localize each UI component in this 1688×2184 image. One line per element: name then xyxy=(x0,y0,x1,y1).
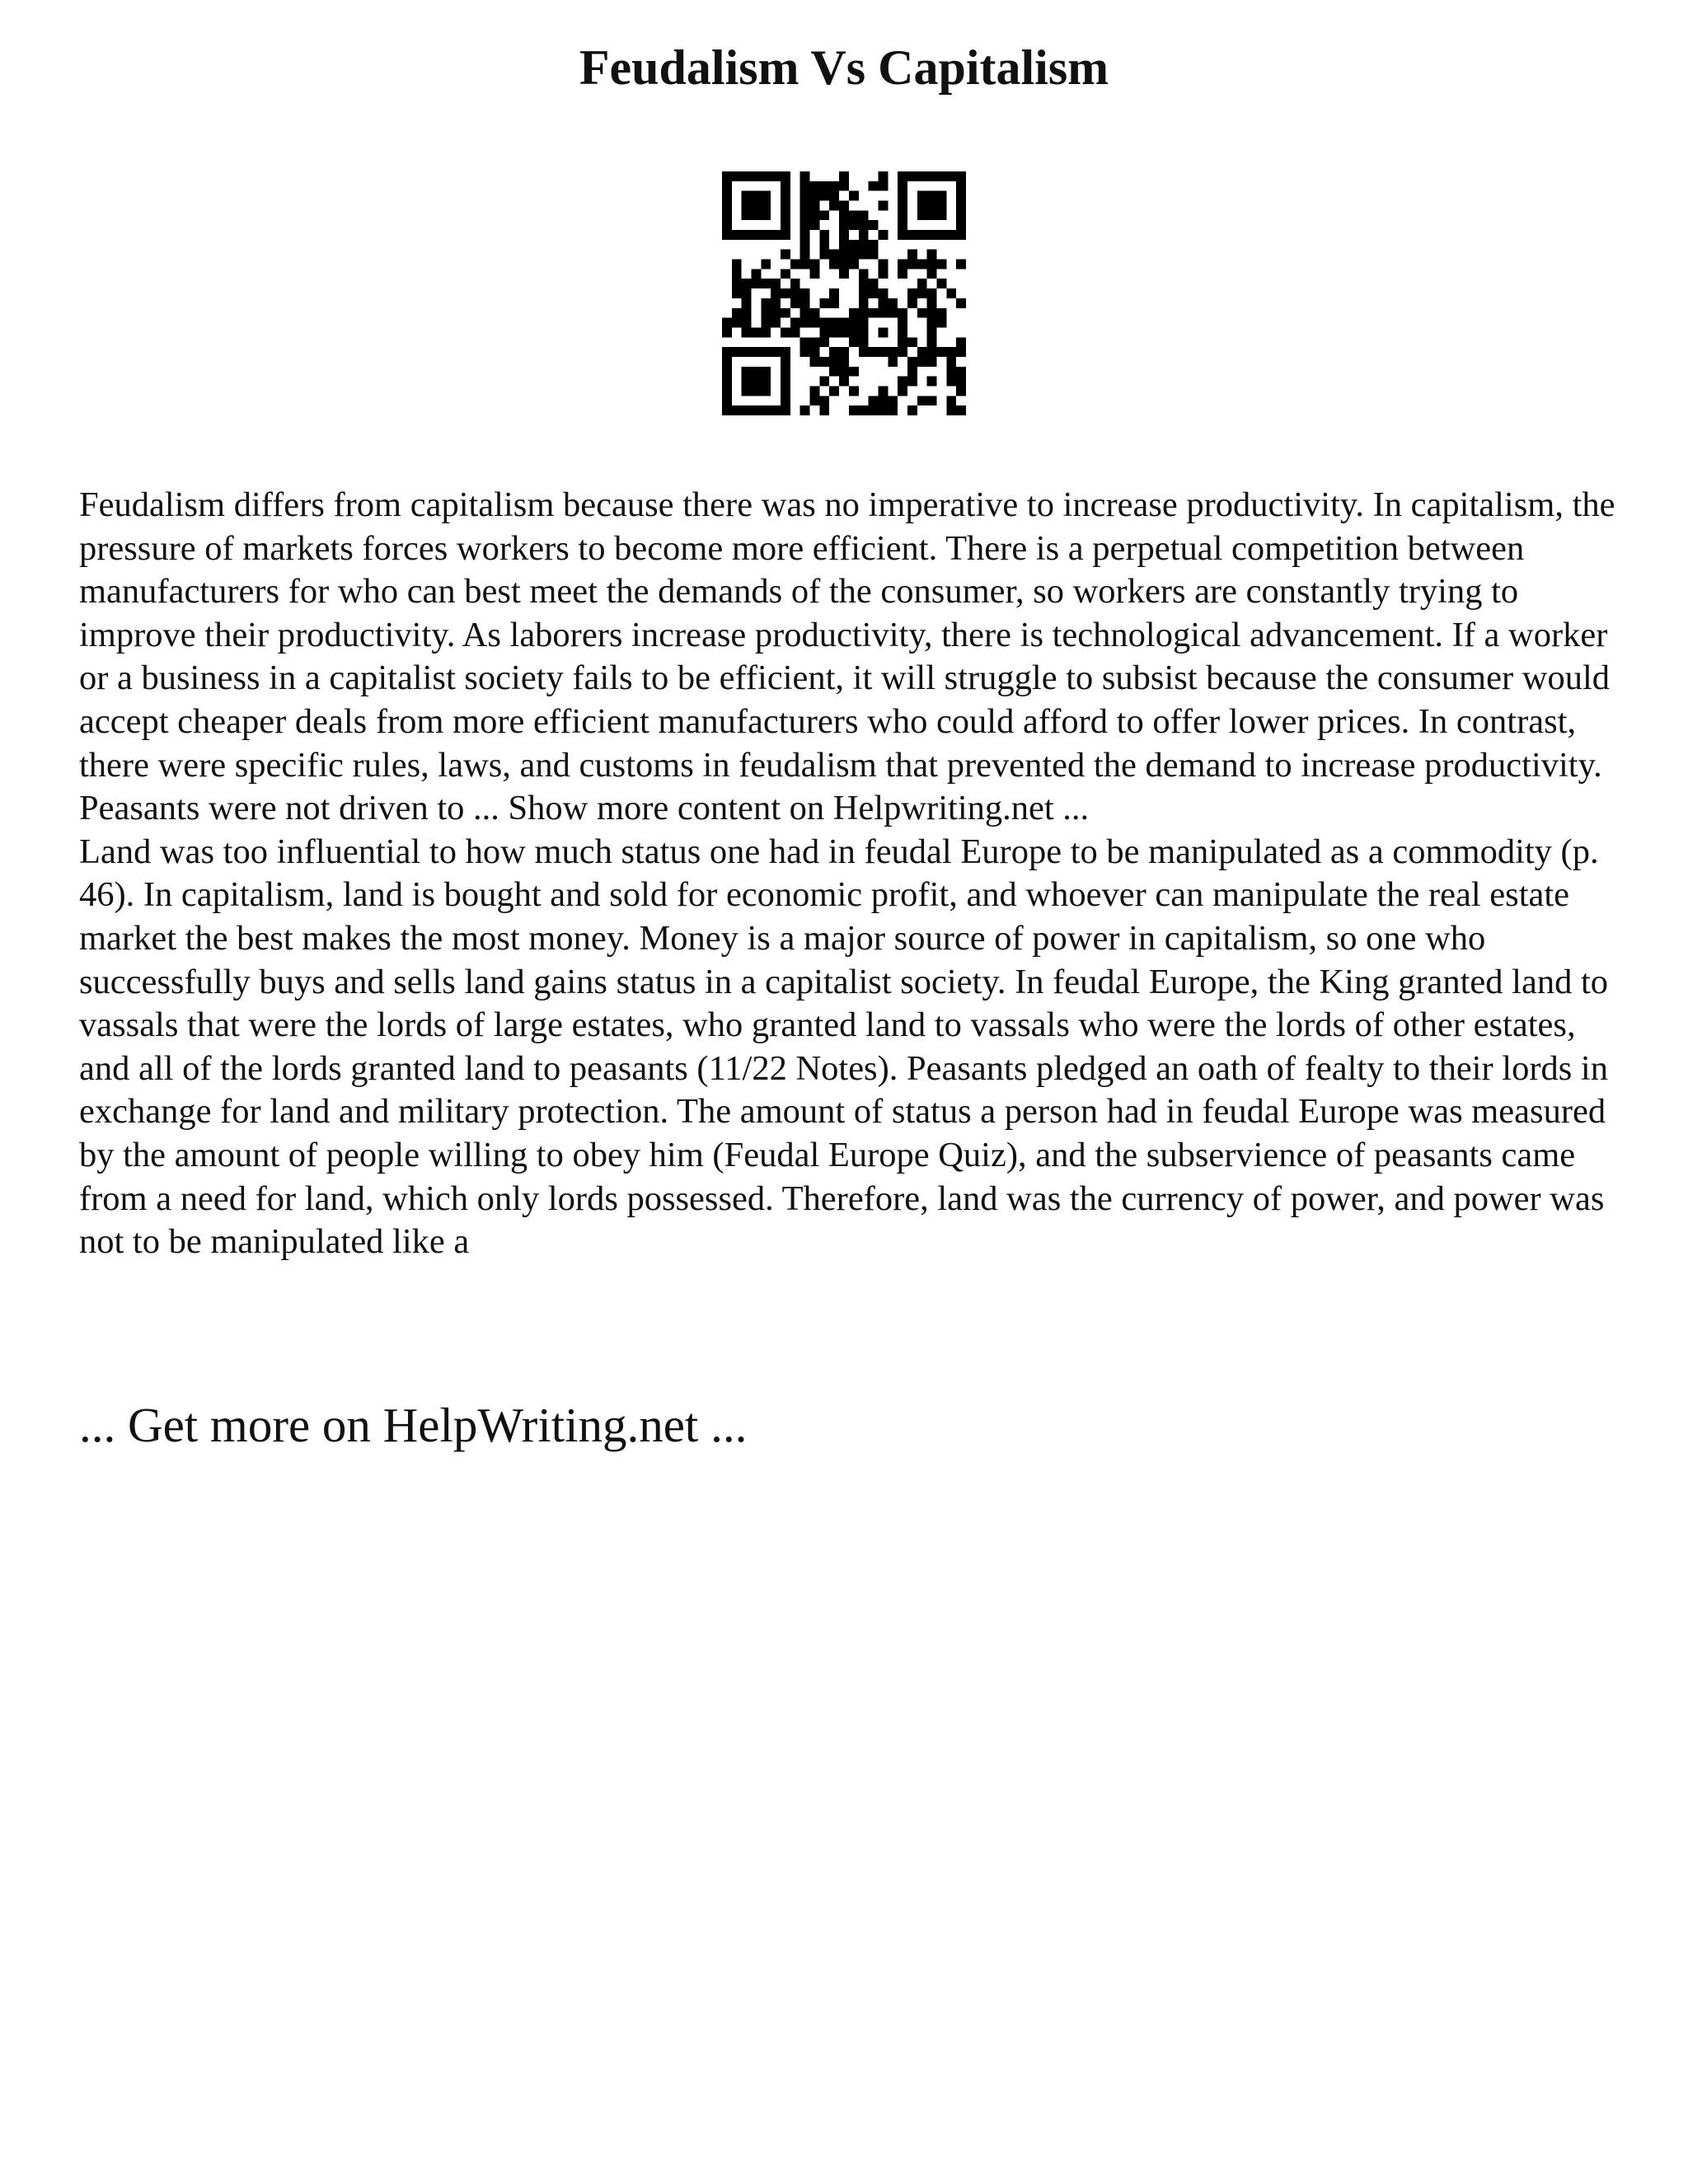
get-more-link[interactable]: ... Get more on HelpWriting.net ... xyxy=(79,1398,748,1452)
qr-code-icon xyxy=(722,171,966,415)
page-title: Feudalism Vs Capitalism xyxy=(579,40,1109,95)
paragraph: Feudalism differs from capitalism because there was no imperative to increase productivity. In capitalism, the pressure of markets forces workers to become more efficient. There is a perpetual competition between manufacturers for who can best meet the demands of the consumer, so workers are constantly trying to improve their productivity. As laborers increase productivity, there is technological advancement. If a worker or a business in a capitalist society fails to be efficient, it will struggle to subsist because the consumer would accept cheaper deals from more efficient manufacturers who could afford to offer lower prices. In contrast, there were specific rules, laws, and customs in feudalism that prevented the demand to increase productivity. Peasants were not driven to ... Show more content on Helpwriting.net ... xyxy=(79,485,1615,828)
essay-body xyxy=(79,484,1620,1264)
paragraph: Land was too influential to how much status one had in feudal Europe to be manipulated as a commodity (p. 46). In capitalism, land is bought and sold for economic profit, and whoever can manipulate the real estate market the best makes the most money. Money is a major source of power in capitalism, so one who successfully buys and sells land gains status in a capitalist society. In feudal Europe, the King granted land to vassals that were the lords of large estates, who granted land to vassals who were the lords of other estates, and all of the lords granted land to peasants (11/22 Notes). Peasants pledged an oath of fealty to their lords in exchange for land and military protection. The amount of status a person had in feudal Europe was measured by the amount of people willing to obey him (Feudal Europe Quiz), and the subservience of peasants came from a need for land, which only lords possessed. Therefore, land was the currency of power, and power was not to be manipulated like a xyxy=(79,832,1608,1262)
